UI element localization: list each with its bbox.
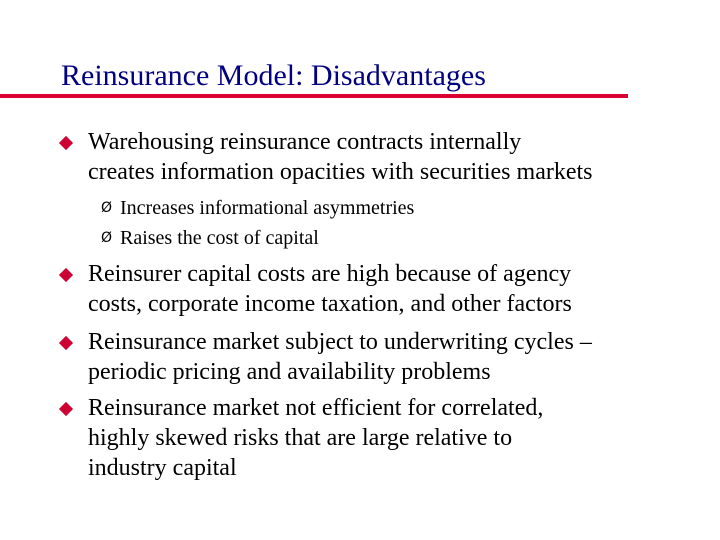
- diamond-bullet-icon: [59, 336, 73, 350]
- bullet-item-1: [61, 127, 701, 187]
- bullet-line: Warehousing reinsurance contracts internally: [88, 129, 522, 155]
- arrow-bullet-icon: Ø: [101, 230, 113, 246]
- bullet-line: Reinsurance market not efficient for correlated,: [88, 395, 544, 421]
- bullet-text: [88, 327, 592, 387]
- subbullet-item-2: [101, 225, 521, 251]
- bullet-line: periodic pricing and availability problems: [88, 359, 491, 385]
- bullet-item-2: [61, 259, 701, 319]
- slide-title: Reinsurance Model: Disadvantages: [61, 59, 486, 92]
- diamond-bullet-icon: [59, 136, 73, 150]
- bullet-line: highly skewed risks that are large relative to: [88, 425, 513, 451]
- bullet-text: [88, 127, 593, 187]
- bullet-text: [88, 393, 543, 483]
- bullet-line: creates information opacities with securities markets: [88, 159, 593, 185]
- diamond-bullet-icon: [59, 402, 73, 416]
- bullet-text: [88, 259, 572, 319]
- bullet-item-4: [61, 393, 701, 483]
- bullet-line: Reinsurance market subject to underwriting cycles –: [88, 329, 592, 355]
- diamond-bullet-icon: [59, 268, 73, 282]
- bullet-line: industry capital: [88, 455, 237, 481]
- arrow-bullet-icon: Ø: [101, 200, 113, 216]
- title-underline: [0, 94, 628, 98]
- subbullet-text: Raises the cost of capital: [120, 227, 319, 249]
- bullet-line: Reinsurer capital costs are high because of agency: [88, 261, 572, 287]
- subbullet-text: Increases informational asymmetries: [120, 197, 415, 219]
- subbullet-item-1: [101, 195, 521, 221]
- bullet-line: costs, corporate income taxation, and other factors: [88, 291, 572, 317]
- bullet-item-3: [61, 327, 701, 387]
